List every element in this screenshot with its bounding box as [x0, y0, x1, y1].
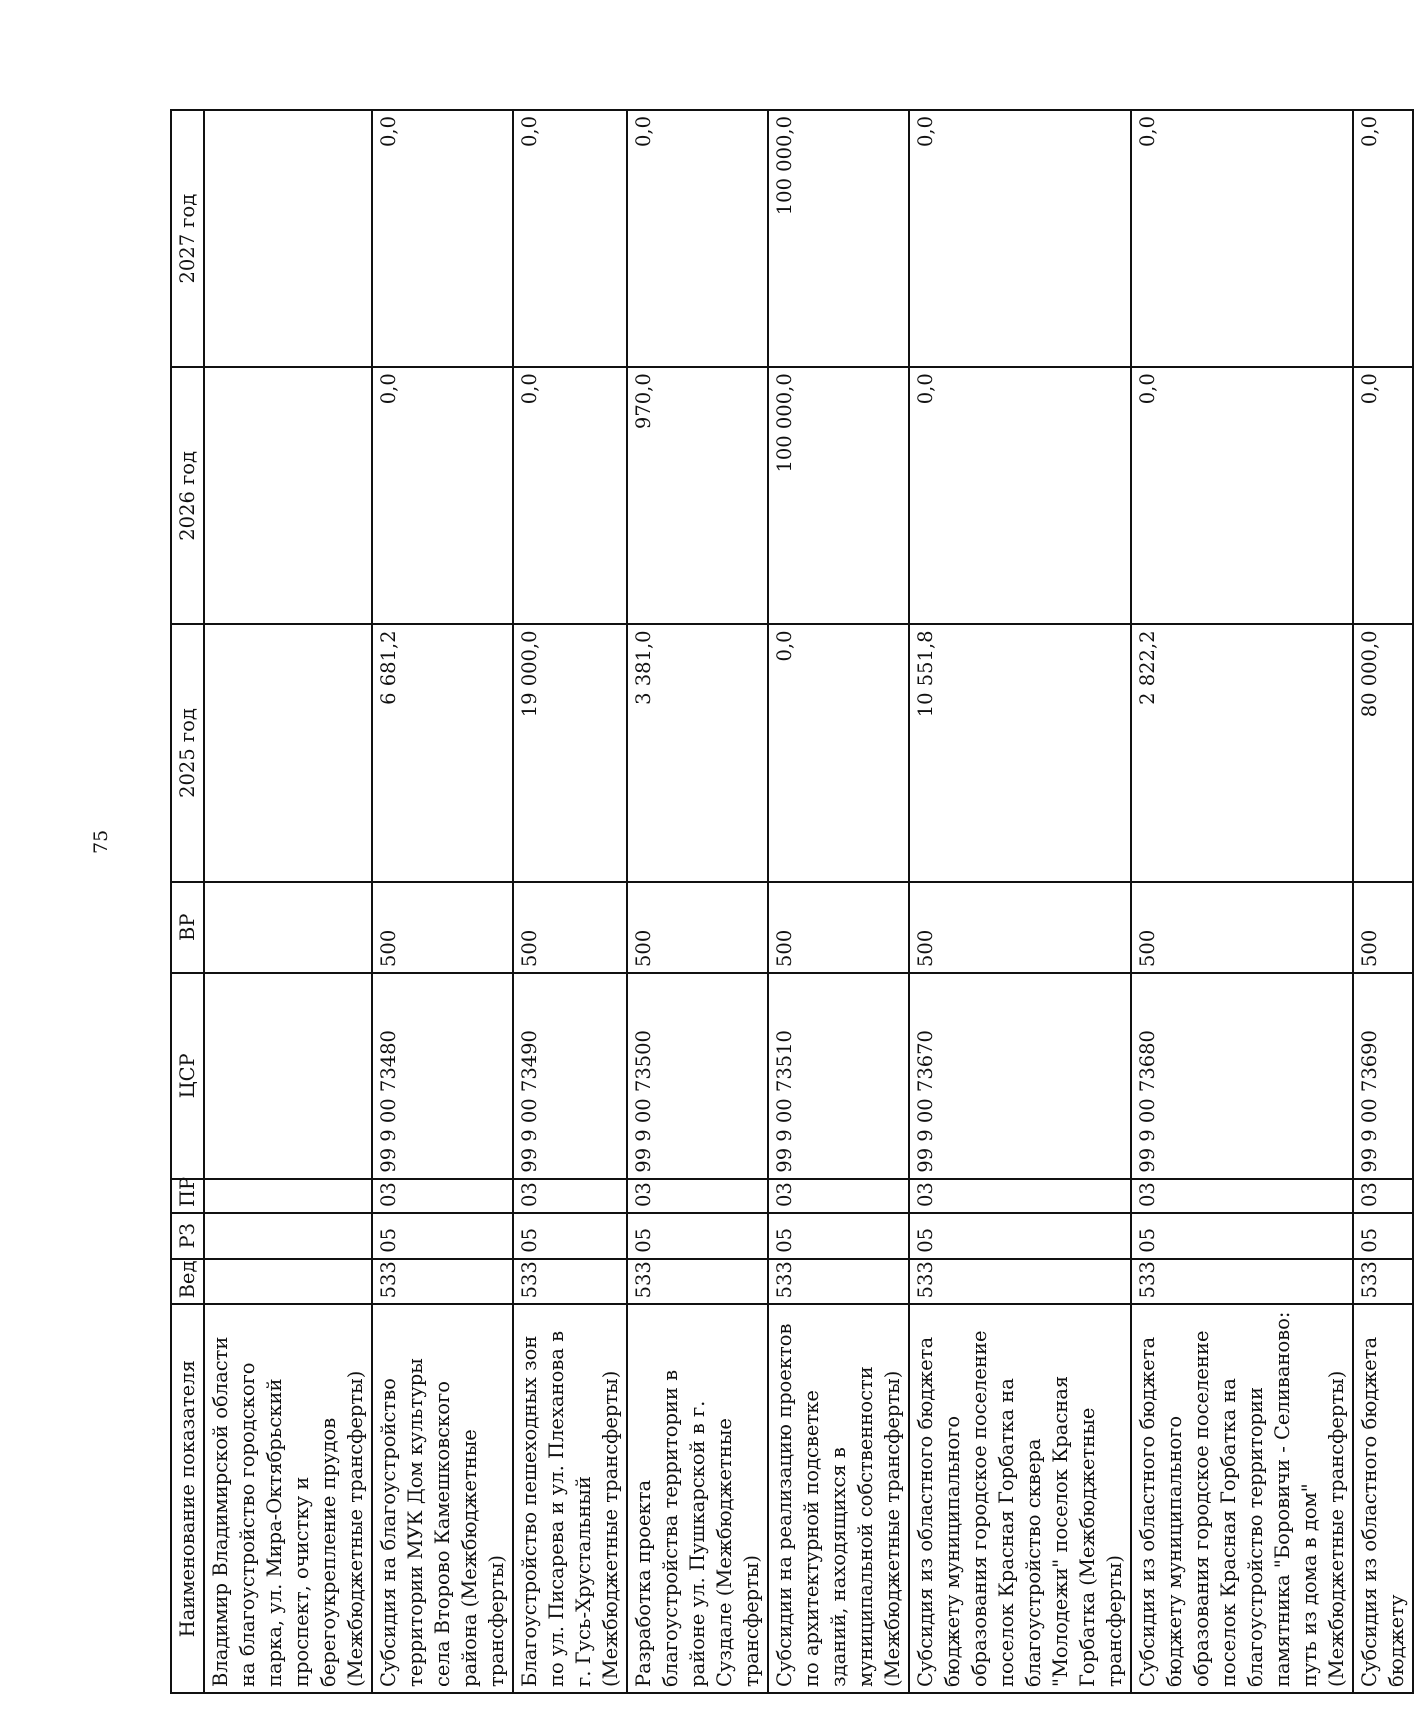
budget-table	[170, 109, 1414, 1694]
cell-y2025	[204, 624, 372, 881]
header-ved: Вед	[171, 1259, 204, 1305]
cell-pr: 03	[513, 1179, 627, 1213]
cell-csr: 99 9 00 73670	[909, 973, 1131, 1179]
cell-vr: 500	[1353, 882, 1413, 973]
cell-csr: 99 9 00 73510	[768, 973, 909, 1179]
table-row	[627, 110, 768, 1693]
cell-vr: 500	[627, 882, 768, 973]
cell-y2025: 19 000,0	[513, 624, 627, 881]
cell-name: Разработка проекта благоустройства территории в районе ул. Пушкарской в г. Суздале (Межбюджетные трансферты)	[627, 1304, 768, 1693]
cell-y2025: 80 000,0	[1353, 624, 1413, 881]
cell-y2027: 0,0	[372, 110, 513, 367]
page-number: 75	[90, 829, 112, 854]
cell-y2027: 0,0	[1353, 110, 1413, 367]
cell-vr: 500	[372, 882, 513, 973]
cell-rz: 05	[513, 1213, 627, 1259]
cell-y2027: 0,0	[627, 110, 768, 367]
cell-ved: 533	[768, 1259, 909, 1305]
table-row	[909, 110, 1131, 1693]
cell-y2027: 100 000,0	[768, 110, 909, 367]
cell-name: Субсидия из областного бюджета бюджету	[1353, 1304, 1413, 1693]
cell-rz: 05	[627, 1213, 768, 1259]
cell-y2027	[204, 110, 372, 367]
cell-csr: 99 9 00 73500	[627, 973, 768, 1179]
cell-rz	[204, 1213, 372, 1259]
cell-ved: 533	[1131, 1259, 1353, 1305]
cell-y2026: 970,0	[627, 367, 768, 624]
cell-vr	[204, 882, 372, 973]
cell-rz: 05	[1131, 1213, 1353, 1259]
cell-y2026: 0,0	[372, 367, 513, 624]
cell-name: Благоустройство пешеходных зон по ул. Писарева и ул. Плеханова в г. Гусь-Хрустальный (Межбюджетные трансферты)	[513, 1304, 627, 1693]
cell-pr: 03	[627, 1179, 768, 1213]
header-2027: 2027 год	[171, 110, 204, 367]
cell-y2025: 0,0	[768, 624, 909, 881]
cell-y2026: 0,0	[1131, 367, 1353, 624]
cell-ved: 533	[1353, 1259, 1413, 1305]
header-name: Наименование показателя	[171, 1304, 204, 1693]
cell-ved: 533	[513, 1259, 627, 1305]
cell-name: Субсидии на реализацию проектов по архитектурной подсветке зданий, находящихся в муниципальной собственности (Межбюджетные трансферты)	[768, 1304, 909, 1693]
table-row	[1131, 110, 1353, 1693]
header-vr: ВР	[171, 882, 204, 973]
table-row	[768, 110, 909, 1693]
cell-pr: 03	[909, 1179, 1131, 1213]
cell-y2027: 0,0	[513, 110, 627, 367]
cell-csr	[204, 973, 372, 1179]
cell-vr: 500	[768, 882, 909, 973]
cell-csr: 99 9 00 73690	[1353, 973, 1413, 1179]
cell-pr: 03	[768, 1179, 909, 1213]
header-pr: ПР	[171, 1179, 204, 1213]
header-rz: РЗ	[171, 1213, 204, 1259]
cell-pr: 03	[372, 1179, 513, 1213]
cell-y2027: 0,0	[909, 110, 1131, 367]
table-row	[372, 110, 513, 1693]
budget-table-container	[170, 109, 1408, 1694]
cell-name: Субсидия на благоустройство территории МУК Дом культуры села Второво Камешковского района (Межбюджетные трансферты)	[372, 1304, 513, 1693]
cell-rz: 05	[909, 1213, 1131, 1259]
cell-csr: 99 9 00 73490	[513, 973, 627, 1179]
cell-csr: 99 9 00 73480	[372, 973, 513, 1179]
cell-y2026: 0,0	[513, 367, 627, 624]
cell-ved	[204, 1259, 372, 1305]
cell-y2025: 6 681,2	[372, 624, 513, 881]
cell-pr: 03	[1131, 1179, 1353, 1213]
cell-ved: 533	[909, 1259, 1131, 1305]
cell-y2026	[204, 367, 372, 624]
cell-rz: 05	[1353, 1213, 1413, 1259]
table-row	[513, 110, 627, 1693]
cell-name: Владимир Владимирской области на благоустройство городского парка, ул. Мира-Октябрьский проспект, очистку и берегоукрепление прудов (Межбюджетные трансферты)	[204, 1304, 372, 1693]
cell-rz: 05	[768, 1213, 909, 1259]
cell-y2026: 0,0	[909, 367, 1131, 624]
cell-y2025: 2 822,2	[1131, 624, 1353, 881]
table-row	[1353, 110, 1413, 1693]
cell-y2026: 100 000,0	[768, 367, 909, 624]
cell-vr: 500	[909, 882, 1131, 973]
cell-pr: 03	[1353, 1179, 1413, 1213]
cell-name: Субсидия из областного бюджета бюджету муниципального образования городское поселение поселок Красная Горбатка на благоустройство территории памятника "Боровичи - Селиваново: путь из дома в дом" (Межбюджетные трансферты)	[1131, 1304, 1353, 1693]
cell-y2025: 10 551,8	[909, 624, 1131, 881]
cell-csr: 99 9 00 73680	[1131, 973, 1353, 1179]
header-2026: 2026 год	[171, 367, 204, 624]
cell-y2026: 0,0	[1353, 367, 1413, 624]
cell-name: Субсидия из областного бюджета бюджету муниципального образования городское поселение поселок Красная Горбатка на благоустройство сквера "Молодежи" поселок Красная Горбатка (Межбюджетные трансферты)	[909, 1304, 1131, 1693]
table-header-row	[171, 110, 204, 1693]
cell-y2025: 3 381,0	[627, 624, 768, 881]
table-row	[204, 110, 372, 1693]
header-2025: 2025 год	[171, 624, 204, 881]
table-body	[204, 110, 1413, 1693]
cell-rz: 05	[372, 1213, 513, 1259]
cell-ved: 533	[372, 1259, 513, 1305]
cell-vr: 500	[1131, 882, 1353, 973]
cell-pr	[204, 1179, 372, 1213]
cell-ved: 533	[627, 1259, 768, 1305]
cell-y2027: 0,0	[1131, 110, 1353, 367]
cell-vr: 500	[513, 882, 627, 973]
header-csr: ЦСР	[171, 973, 204, 1179]
